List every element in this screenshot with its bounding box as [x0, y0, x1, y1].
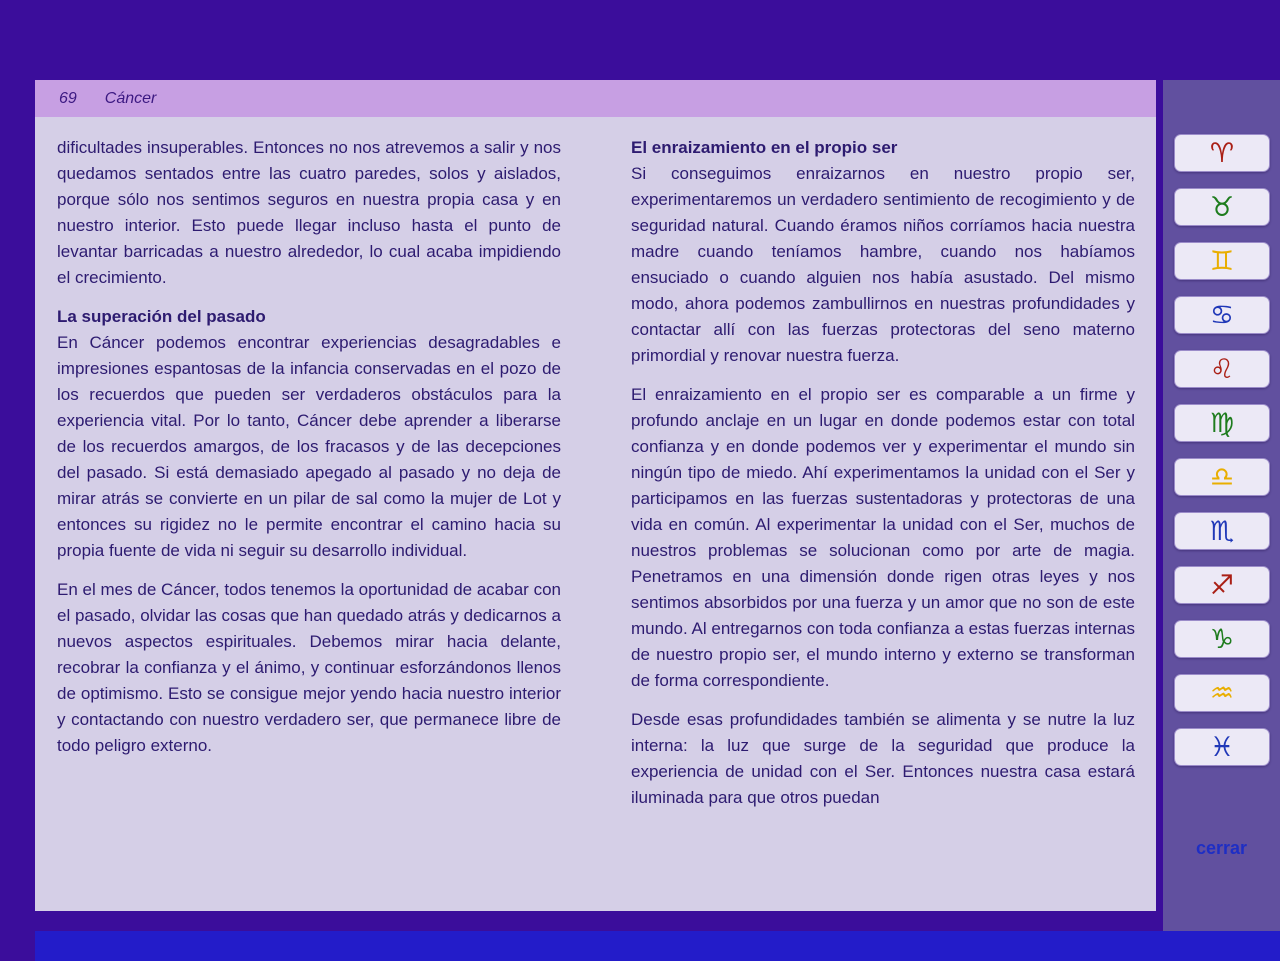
section-heading: El enraizamiento en el propio ser	[631, 138, 898, 157]
page-title: Cáncer	[104, 89, 157, 107]
aries-icon: ♈	[1209, 137, 1235, 169]
pisces-icon: ♓	[1209, 731, 1235, 763]
zodiac-button-aries[interactable]	[1174, 134, 1270, 172]
aquarius-icon: ♒	[1209, 677, 1235, 709]
article-left-column	[57, 135, 561, 824]
bottom-bar	[35, 931, 1280, 961]
article	[35, 117, 1156, 824]
page-header-bar	[35, 80, 1156, 117]
zodiac-button-virgo[interactable]	[1174, 404, 1270, 442]
capricorn-icon: ♑	[1209, 623, 1235, 655]
zodiac-button-leo[interactable]	[1174, 350, 1270, 388]
zodiac-button-tauro[interactable]	[1174, 188, 1270, 226]
gemini-icon: ♊	[1209, 245, 1235, 277]
leo-icon: ♌	[1209, 353, 1235, 385]
paragraph: En el mes de Cáncer, todos tenemos la oportunidad de acabar con el pasado, olvidar las cosas que han quedado atrás y dedicarnos a nuevos aspectos espirituales. Debemos mirar hacia delante, recobrar la confianza y el ánimo, y continuar esforzándonos llenos de optimismo. Esto se consigue mejor yendo hacia nuestro interior y contactando con nuestro verdadero ser, que permanece libre de todo peligro externo.	[57, 580, 561, 755]
zodiac-sidebar	[1163, 80, 1280, 931]
taurus-icon: ♉	[1209, 191, 1235, 223]
page-number: 69	[59, 89, 77, 107]
zodiac-button-geminis[interactable]	[1174, 242, 1270, 280]
zodiac-button-escorpio[interactable]	[1174, 512, 1270, 550]
content-panel	[35, 80, 1156, 911]
virgo-icon: ♍	[1209, 407, 1235, 439]
zodiac-button-piscis[interactable]	[1174, 728, 1270, 766]
zodiac-button-cancer[interactable]	[1174, 296, 1270, 334]
cancer-icon: ♋	[1209, 299, 1235, 331]
zodiac-button-acuario[interactable]	[1174, 674, 1270, 712]
paragraph: En Cáncer podemos encontrar experiencias desagradables e impresiones espantosas de la infancia conservadas en el pozo de los recuerdos que pueden ser verdaderos obstáculos para la experiencia vital. Por lo tanto, Cáncer debe aprender a liberarse de los recuerdos amargos, de los fracasos y de las decepciones del pasado. Si está demasiado apegado al pasado y no deja de mirar atrás se convierte en un pilar de sal como la mujer de Lot y entonces su rigidez no le permite encontrar el camino hacia su propia fuente de vida ni seguir su desarrollo individual.	[57, 333, 561, 560]
zodiac-button-sagitario[interactable]	[1174, 566, 1270, 604]
sagittarius-icon: ♐	[1209, 569, 1235, 601]
paragraph: Si conseguimos enraizarnos en nuestro propio ser, experimentaremos un verdadero sentimiento de recogimiento y de seguridad natural. Cuando éramos niños corríamos hacia nuestra madre cuando teníamos hambre, cuando nos habíamos ensuciado o cuando alguien nos había asustado. Del mismo modo, ahora podemos zambullirnos en nuestras profundidades y contactar allí con las fuerzas protectoras del seno materno primordial y renovar nuestra fuerza.	[631, 164, 1135, 365]
zodiac-button-capricornio[interactable]	[1174, 620, 1270, 658]
section-heading: La superación del pasado	[57, 307, 266, 326]
article-right-column	[631, 135, 1135, 824]
paragraph: dificultades insuperables. Entonces no nos atrevemos a salir y nos quedamos sentados entre las cuatro paredes, solos y aislados, porque sólo nos sentimos seguros en nuestra propia casa y en nuestro interior. Esto puede llegar incluso hasta el punto de levantar barricadas a nuestro alrededor, lo cual acaba impidiendo el crecimiento.	[57, 138, 561, 287]
paragraph: Desde esas profundidades también se alimenta y se nutre la luz interna: la luz que surge de la seguridad que produce la experiencia de unidad con el Ser. Entonces nuestra casa estará iluminada para que otros puedan	[631, 710, 1135, 807]
zodiac-button-libra[interactable]	[1174, 458, 1270, 496]
libra-icon: ♎	[1209, 461, 1235, 493]
paragraph: El enraizamiento en el propio ser es comparable a un firme y profundo anclaje en un lugar en donde podemos estar con total confianza y en donde podemos ver y experimentar el mundo sin ningún tipo de miedo. Ahí experimentamos la unidad con el Ser y participamos en las fuerzas sustentadoras y protectoras de una vida en común. Al experimentar la unidad con el Ser, muchos de nuestros problemas se solucionan como por arte de magia. Penetramos en una dimensión donde rigen otras leyes y nos sentimos absorbidos por una fuerza y un amor que no son de este mundo. Al entregarnos con toda confianza a estas fuerzas internas de nuestro propio ser, el mundo interno y externo se transforman de forma correspondiente.	[631, 385, 1135, 690]
scorpio-icon: ♏	[1209, 515, 1235, 547]
close-button[interactable]: cerrar	[1163, 837, 1280, 860]
